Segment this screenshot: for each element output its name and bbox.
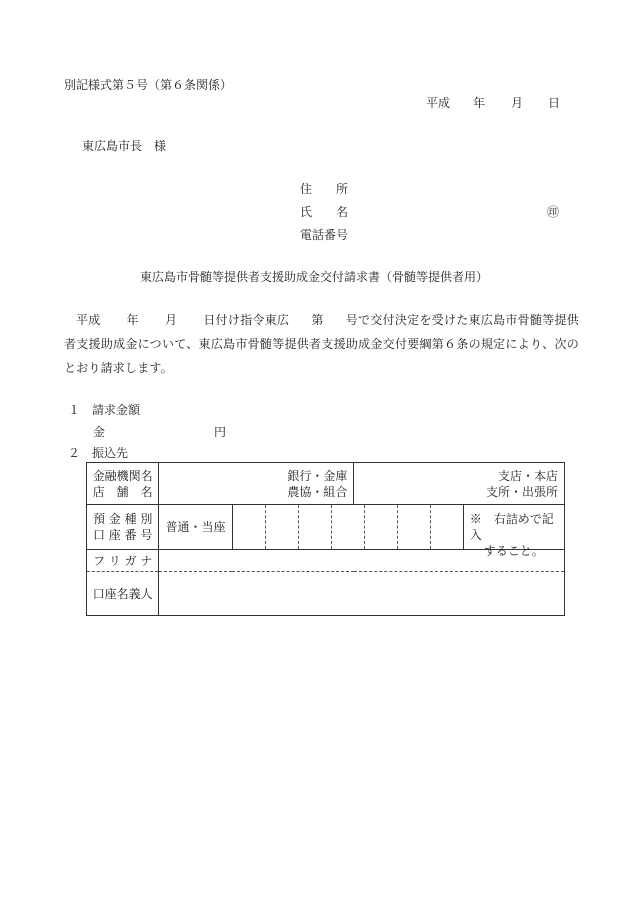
bank-type-cell[interactable] — [159, 463, 354, 505]
body-month: 月 — [164, 313, 178, 327]
account-type-cell[interactable]: 普通・当座 — [159, 505, 232, 550]
body-year: 年 — [126, 313, 139, 327]
account-number-digits[interactable] — [233, 505, 464, 549]
holder-row — [87, 572, 565, 616]
right-align-note — [464, 505, 564, 558]
phone-label: 電話番号 — [300, 228, 349, 242]
institution-header — [87, 463, 159, 505]
account-row — [87, 505, 565, 550]
document-title: 東広島市骨髄等提供者支援助成金交付請求書（骨髄等提供者用） — [140, 270, 489, 284]
holder-field[interactable] — [159, 572, 565, 616]
name-label: 氏 名 — [300, 205, 349, 219]
section-2-heading: ２ 振込先 — [68, 446, 129, 460]
date-era: 平成 — [426, 96, 451, 110]
account-header — [87, 505, 159, 550]
account-type-label: 預 金 種 別 — [92, 512, 153, 526]
digit-box[interactable] — [364, 505, 397, 549]
section-1-heading: １ 請求金額 — [68, 403, 141, 417]
date-year: 年 — [473, 96, 486, 110]
furigana-label: フ リ ガ ナ — [87, 550, 159, 572]
branch-type-1: 支店・本店 — [497, 468, 558, 483]
date-day: 日 — [548, 96, 561, 110]
request-paragraph — [64, 308, 579, 380]
bank-type-2: 農協・組合 — [287, 484, 348, 499]
body-era: 平成 — [76, 313, 101, 327]
account-number-area — [232, 505, 564, 558]
addressee: 東広島市長 様 — [82, 139, 167, 153]
note-line-1: ※ 右詰めで記入 — [469, 512, 554, 542]
institution-label: 金融機関名 — [92, 468, 153, 483]
address-label: 住 所 — [300, 182, 349, 196]
bank-transfer-table — [86, 462, 565, 616]
form-number: 別記様式第５号（第６条関係） — [64, 78, 233, 92]
body-main-text: 号で交付決定を受けた東広島市骨髄等提供者支援助成金について、東広島市骨髄等提供者支援助成金交付要綱第６条の規定により、次のとおり請求します。 — [64, 313, 579, 375]
account-number-label: 口 座 番 号 — [92, 528, 153, 542]
amount-unit: 円 — [214, 425, 227, 439]
amount-prefix: 金 — [93, 425, 106, 439]
bank-type-1: 銀行・金庫 — [287, 468, 348, 483]
branch-type-cell[interactable] — [354, 463, 565, 505]
digit-box[interactable] — [265, 505, 298, 549]
note-line-2: すること。 — [483, 544, 544, 558]
body-dai: 第 — [311, 313, 324, 327]
institution-row — [87, 463, 565, 505]
digit-box[interactable] — [298, 505, 331, 549]
seal-icon: ㊞ — [547, 205, 560, 219]
branch-label: 店 舗 名 — [92, 484, 153, 499]
branch-type-2: 支所・出張所 — [485, 484, 558, 499]
holder-label: 口座名義人 — [87, 572, 159, 616]
digit-box[interactable] — [233, 505, 265, 549]
body-date-ref: 日付け指令東広 — [203, 313, 290, 327]
date-month: 月 — [511, 96, 524, 110]
digit-box[interactable] — [397, 505, 430, 549]
digit-box[interactable] — [430, 505, 463, 549]
digit-box[interactable] — [331, 505, 364, 549]
